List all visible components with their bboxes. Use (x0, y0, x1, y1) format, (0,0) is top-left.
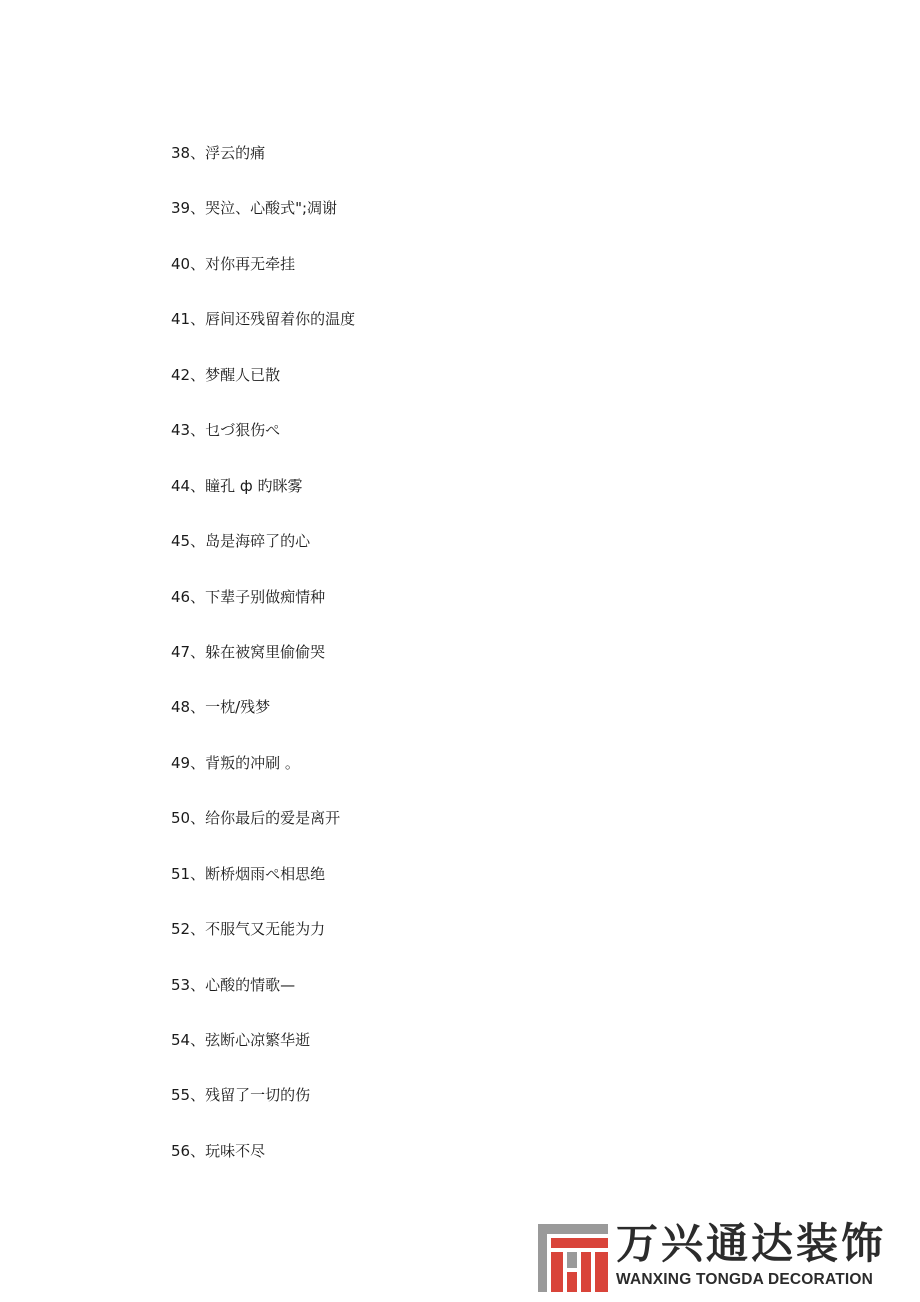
building-mark-icon (538, 1224, 608, 1292)
list-item: 53、心酸的情歌— (171, 975, 296, 994)
list-item: 47、躲在被窝里偷偷哭 (171, 642, 326, 661)
list-item: 44、瞳孔 ф 旳眯雾 (171, 476, 303, 495)
list-item: 42、梦醒人已散 (171, 365, 281, 384)
list-item: 48、一枕/残梦 (171, 698, 271, 717)
text-list (171, 142, 355, 1195)
list-item: 38、浮云的痛 (171, 144, 266, 162)
list-item: 45、岛是海碎了的心 (171, 532, 311, 551)
list-item: 43、乜づ狠伤ぺ (171, 421, 281, 440)
list-item: 50、给你最后的爱是离开 (171, 809, 341, 828)
list-item: 39、哭泣、心酸式";凋谢 (171, 199, 338, 218)
list-item: 55、残留了一切的伤 (171, 1086, 311, 1105)
list-item: 40、对你再无牵挂 (171, 254, 296, 273)
logo-name-cn: 万兴通达装饰 (616, 1219, 887, 1268)
list-item: 49、背叛的冲刷 。 (171, 753, 300, 772)
company-logo (538, 1219, 910, 1294)
list-item: 54、弦断心凉繁华逝 (171, 1031, 311, 1049)
list-item: 52、不服气又无能为力 (171, 920, 326, 939)
logo-name-en: WANXING TONGDA DECORATION (616, 1271, 874, 1288)
list-item: 46、下辈子别做痴情种 (171, 587, 326, 606)
list-item: 51、断桥烟雨ぺ相思绝 (171, 864, 326, 883)
list-item: 56、玩味不尽 (171, 1141, 266, 1160)
list-item: 41、唇间还残留着你的温度 (171, 310, 356, 329)
